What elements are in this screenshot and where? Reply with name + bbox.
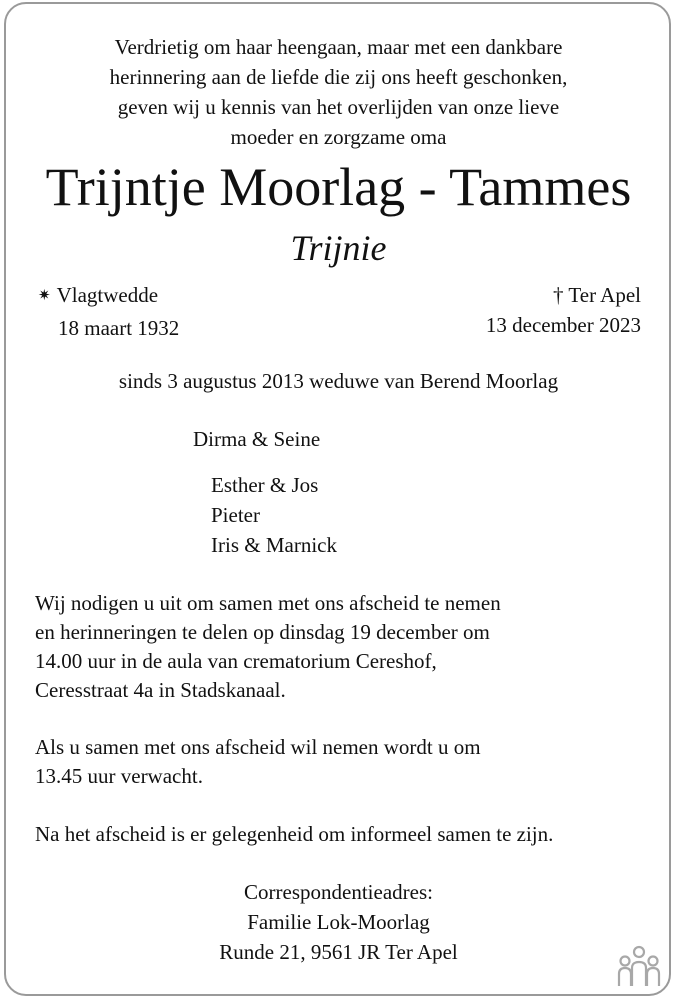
intro-line: herinnering aan de liefde die zij ons heeft geschonken, [109,65,568,89]
grandchildren-list [211,470,337,560]
family-logo-icon [616,944,662,988]
intro-line: moeder en zorgzame oma [230,125,447,149]
arrival-paragraph [35,733,481,791]
death-info [486,280,641,340]
birth-info [38,280,179,343]
grandchild: Iris & Marnick [211,533,337,557]
arrival-line: 13.45 uur verwacht. [35,764,203,788]
grandchild: Pieter [211,503,260,527]
widow-line: sinds 3 augustus 2013 weduwe van Berend Moorlag [118,369,559,393]
intro-text [0,32,677,152]
arrival-line: Als u samen met ons afscheid wil nemen wordt u om [35,735,481,759]
death-place: Ter Apel [568,283,641,307]
birth-place: Vlagtwedde [56,283,159,307]
birth-date: 18 maart 1932 [58,316,180,340]
grandchild: Esther & Jos [211,473,319,497]
address-line: Runde 21, 9561 JR Ter Apel [219,940,458,964]
invitation-line: Wij nodigen u uit om samen met ons afscheid te nemen [35,591,501,615]
children: Dirma & Seine [193,427,321,451]
invitation-line: 14.00 uur in de aula van crematorium Cereshof, [35,649,437,673]
invitation-line: Ceresstraat 4a in Stadskanaal. [35,678,286,702]
deceased-name: Trijntje Moorlag - Tammes [45,157,632,217]
intro-line: Verdrietig om haar heengaan, maar met een dankbare [114,35,563,59]
death-cross-icon: † [553,283,564,307]
address-line: Correspondentieadres: [244,880,433,904]
deceased-nickname: Trijnie [290,228,387,268]
correspondence-address [0,877,677,967]
invitation-paragraph [35,589,501,705]
death-date: 13 december 2023 [485,313,641,337]
birth-star-icon: ✷ [38,288,51,304]
after-paragraph: Na het afscheid is er gelegenheid om informeel samen te zijn. [35,822,554,846]
address-line: Familie Lok-Moorlag [247,910,430,934]
intro-line: geven wij u kennis van het overlijden van onze lieve [117,95,560,119]
invitation-line: en herinneringen te delen op dinsdag 19 december om [35,620,490,644]
